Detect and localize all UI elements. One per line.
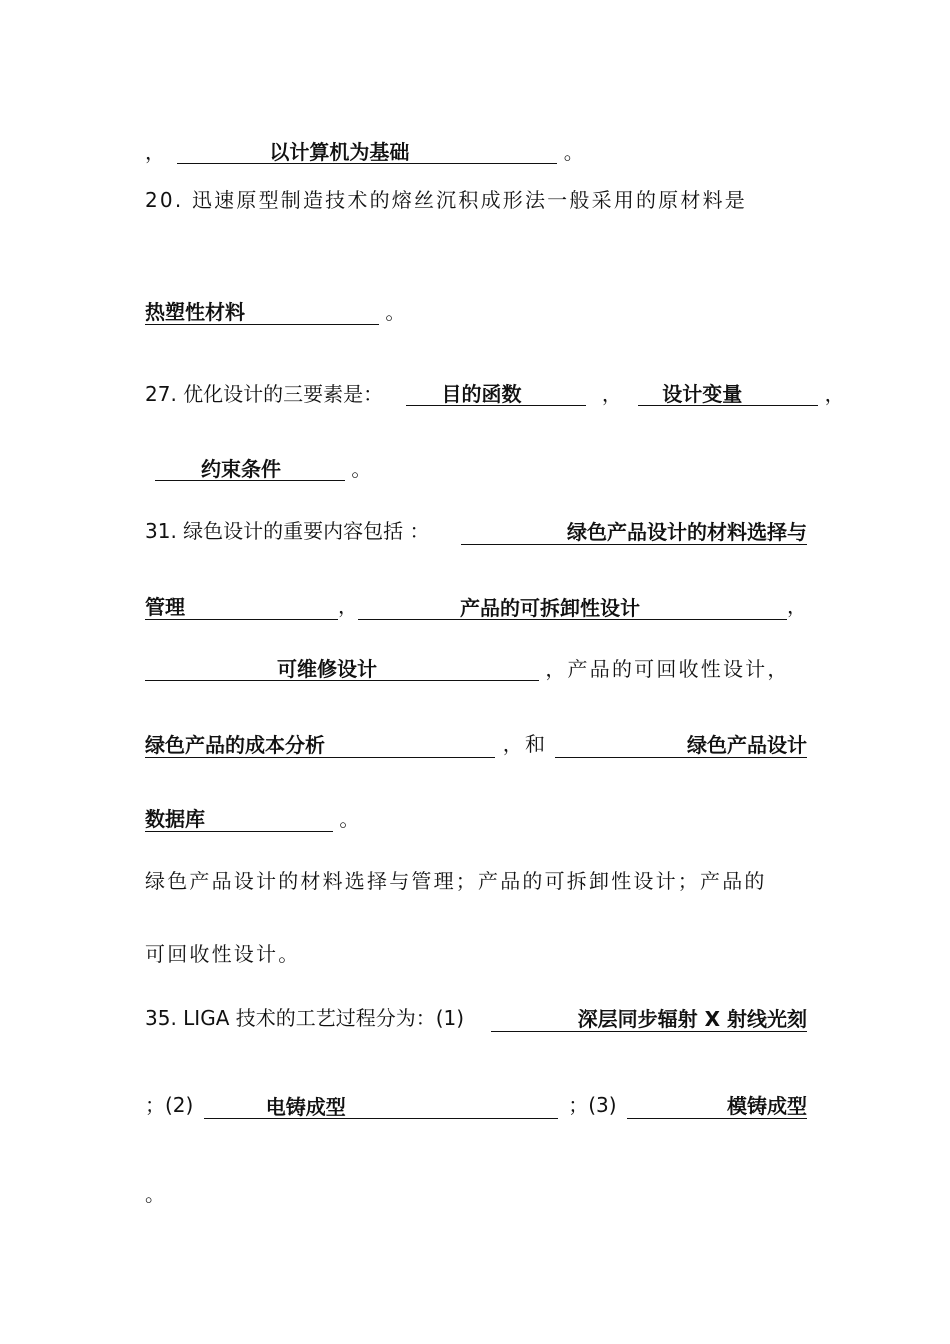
answer-blank: 绿色产品设计的材料选择与 bbox=[461, 520, 807, 545]
question-31-text-3: ，和 bbox=[502, 732, 548, 756]
comma: ， bbox=[338, 594, 359, 618]
question-31-line-2 bbox=[145, 592, 807, 620]
question-27-text: 27. 优化设计的三要素是： bbox=[145, 382, 384, 406]
answer-blank: 模铸成型 bbox=[627, 1094, 807, 1119]
answer-blank: 热塑性材料 bbox=[145, 300, 379, 325]
question-20-text: 20. 迅速原型制造技术的熔丝沉积成形法一般采用的原材料是 bbox=[145, 188, 747, 212]
question-27-line bbox=[145, 380, 845, 408]
leading-comma: ， bbox=[145, 140, 165, 164]
answer-blank: 以计算机为基础 bbox=[177, 140, 557, 164]
question-31-line-1 bbox=[145, 517, 807, 545]
question-31-line-3 bbox=[145, 655, 807, 683]
period: 。 bbox=[339, 807, 360, 831]
comma: ， bbox=[787, 594, 807, 618]
question-31-text: 31. 绿色设计的重要内容包括 ： bbox=[145, 519, 430, 543]
period: 。 bbox=[351, 457, 372, 481]
question-35-text-2: ；(2) bbox=[145, 1093, 194, 1117]
answer-blank: 产品的可拆卸性设计 bbox=[358, 596, 787, 620]
answer-blank: 设计变量 bbox=[638, 382, 818, 406]
answer-blank: 绿色产品设计 bbox=[555, 733, 807, 758]
period: 。 bbox=[563, 140, 584, 164]
answer-blank: 深层同步辐射 X 射线光刻 bbox=[491, 1007, 807, 1032]
answer-blank: 约束条件 bbox=[155, 457, 345, 481]
question-31-line-4 bbox=[145, 730, 807, 758]
period: 。 bbox=[385, 300, 406, 324]
answer-line-computer-basis bbox=[145, 138, 807, 166]
question-31-note-line-1: 绿色产品设计的材料选择与管理；产品的可拆卸性设计；产品的 bbox=[145, 869, 767, 893]
question-27-line-2 bbox=[145, 455, 807, 483]
comma: ， bbox=[824, 382, 845, 406]
question-31-text-2: ，产品的可回收性设计， bbox=[545, 657, 790, 681]
question-35-line-1 bbox=[145, 1004, 807, 1032]
answer-blank: 绿色产品的成本分析 bbox=[145, 733, 495, 758]
question-35-text-3: ；(3) bbox=[568, 1093, 617, 1117]
answer-blank: 可维修设计 bbox=[145, 657, 539, 681]
question-35-line-2 bbox=[145, 1091, 807, 1119]
question-20-answer-line bbox=[145, 298, 807, 326]
question-31-note-line-2: 可回收性设计。 bbox=[145, 942, 301, 966]
question-31-line-5 bbox=[145, 805, 807, 833]
answer-blank-continued: 管理 bbox=[145, 595, 338, 620]
answer-blank: 电铸成型 bbox=[204, 1095, 558, 1119]
answer-blank-continued: 数据库 bbox=[145, 807, 333, 832]
comma: ， bbox=[601, 382, 622, 406]
question-35-text: 35. LIGA 技术的工艺过程分为：(1) bbox=[145, 1006, 465, 1030]
answer-blank: 目的函数 bbox=[406, 382, 586, 406]
question-35-end: 。 bbox=[145, 1182, 165, 1206]
